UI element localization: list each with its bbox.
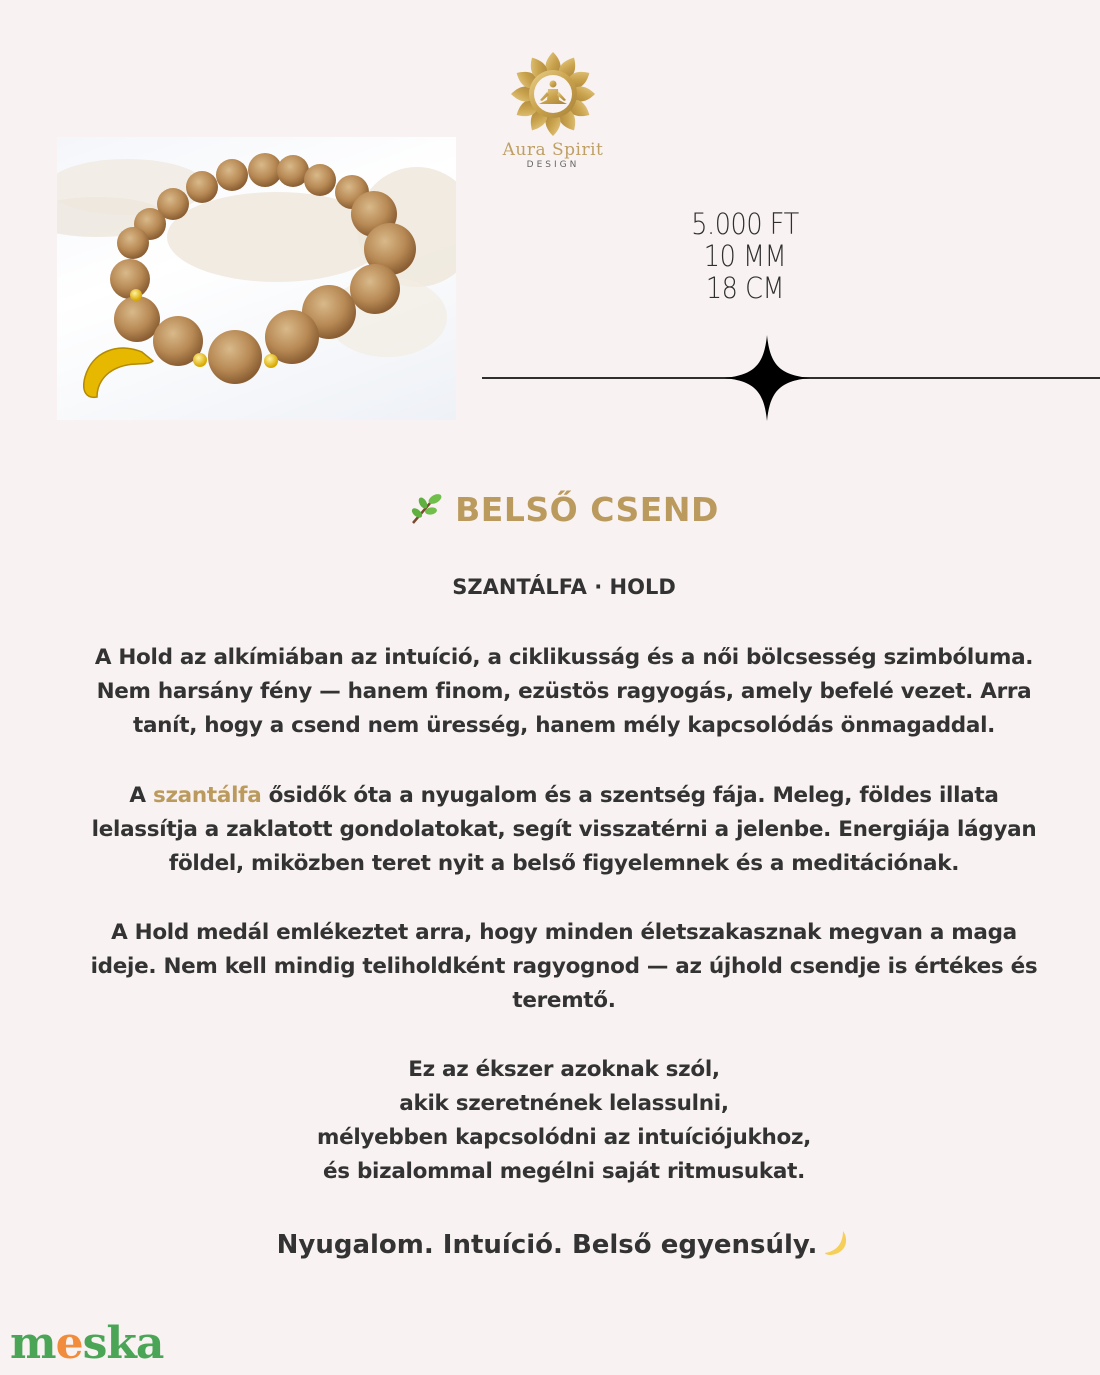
meska-logo[interactable] <box>10 1318 163 1369</box>
meska-letter: m <box>10 1318 56 1369</box>
logo-subtitle: DESIGN <box>526 160 580 170</box>
text-line: ideje. Nem kell mindig teliholdként ragyognod — az újhold csendje is értékes és <box>90 954 1038 979</box>
text-line: A Hold az alkímiában az intuíció, a ciklikusság és a női bölcsesség szimbóluma. <box>94 645 1034 670</box>
text-line: Ez az ékszer azoknak szól, <box>408 1057 720 1082</box>
text-line: Nem harsány fény — hanem finom, ezüstös ragyogás, amely befelé vezet. Arra <box>96 679 1032 704</box>
product-photo <box>57 137 456 420</box>
highlight-sandalwood: szantálfa <box>152 783 262 808</box>
tagline <box>0 1229 1100 1260</box>
bracelet-photo-icon <box>57 137 456 420</box>
product-specs <box>640 208 850 304</box>
lotus-meditation-icon <box>508 50 598 138</box>
price: 5.000 FT <box>691 207 799 241</box>
leaf-branch-icon <box>409 491 445 525</box>
text-line: mélyebben kapcsolódni az intuíciójukhoz, <box>316 1125 812 1150</box>
tagline-text: Nyugalom. Intuíció. Belső egyensúly. <box>276 1230 818 1260</box>
text-line: lelassítja a zaklatott gondolatokat, segít visszatérni a jelenbe. Energiája lágyan <box>91 817 1037 842</box>
crescent-moon-icon <box>823 1229 851 1257</box>
text-line: tanít, hogy a csend nem üresség, hanem mély kapcsolódás önmagaddal. <box>132 713 996 738</box>
paragraph-moon <box>20 641 1100 743</box>
text-line: földel, miközben teret nyit a belső figyelemnek és a meditációnak. <box>168 851 960 876</box>
text-rest: ősidők óta a nyugalom és a szentség fája. Meleg, földes illata <box>261 783 999 808</box>
materials-subtitle: SZANTÁLFA · HOLD <box>452 575 676 599</box>
text-line <box>20 779 1100 813</box>
four-point-star-icon <box>724 335 810 421</box>
title-text: BELSŐ CSEND <box>455 490 719 529</box>
text-line: teremtő. <box>512 988 616 1013</box>
product-title <box>0 490 1100 529</box>
bead-size: 10 MM <box>703 239 787 273</box>
paragraph-sandalwood <box>20 779 1100 881</box>
brand-logo <box>488 50 618 180</box>
paragraph-pendant <box>20 916 1100 1018</box>
length: 18 CM <box>705 271 785 305</box>
meska-letters: ska <box>82 1318 164 1369</box>
text-line: A Hold medál emlékeztet arra, hogy minden életszakasznak megvan a maga <box>111 920 1017 945</box>
text-line: és bizalommal megélni saját ritmusukat. <box>322 1159 805 1184</box>
meska-letter-accent: e <box>55 1318 83 1369</box>
paragraph-audience <box>20 1053 1100 1189</box>
logo-name: Aura Spirit <box>502 140 604 160</box>
text-lead: A <box>129 783 153 808</box>
text-line: akik szeretnének lelassulni, <box>399 1091 729 1116</box>
